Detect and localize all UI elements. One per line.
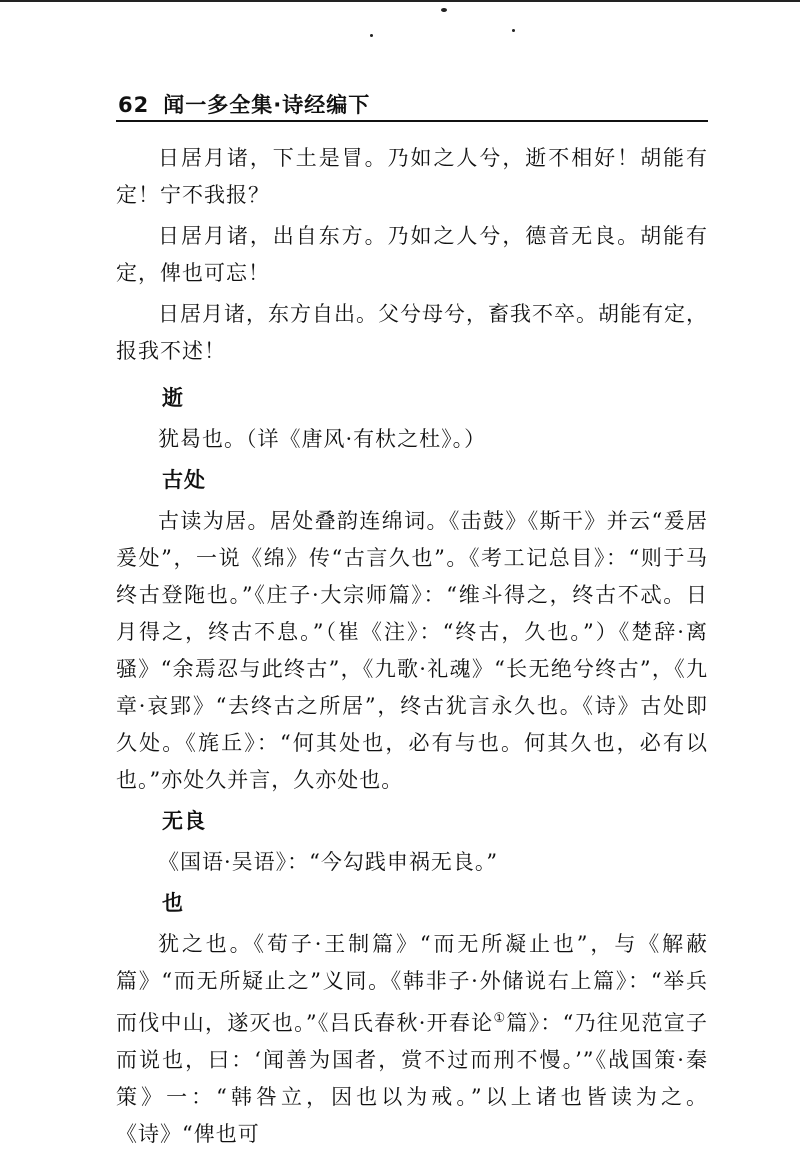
scan-speck <box>512 29 515 32</box>
page-body <box>116 140 708 1157</box>
poem-stanza: 日居月诸，出自东方。乃如之人兮，德音无良。胡能有定，俾也可忘！ <box>116 224 708 285</box>
poem-stanza: 日居月诸，下土是冒。乃如之人兮，逝不相好！胡能有定！宁不我报？ <box>116 146 708 207</box>
entry-term: 古处 <box>162 468 206 492</box>
entry-text: 古读为居。居处叠韵连绵词。《击鼓》《斯干》并云“爰居爰处”，一说《绵》传“古言久也”。《考工记总目》：“则于马终古登陁也。”《庄子·大宗师篇》：“维斗得之，终古不忒。日月得之，终古不息。”（崔《注》：“终古，久也。”）《楚辞·离骚》“余焉忍与此终古”，《九歌·礼魂》“长无绝兮终古”，《九章·哀郢》“去终古之所居”，终古犹言永久也。《诗》古处即久处。《旄丘》：“何其处也，必有与也。何其久也，必有以也。”亦处久并言，久亦处也。 <box>116 509 708 792</box>
footnote-marker[interactable]: ① <box>493 1011 507 1026</box>
header-rule <box>116 120 708 122</box>
entry-term: 无良 <box>162 809 206 833</box>
entry-text-part: 犹之也。《荀子·王制篇》“而无所凝止也”，与《解蔽篇》“而无所疑止之”义同。《韩非子·外储说右上篇》：“举兵而伐中山，遂灭也。”《吕氏春秋·开春论 <box>116 932 708 1035</box>
book-title: 闻一多全集·诗经编下 <box>163 93 371 117</box>
entry-term: 也 <box>162 891 184 915</box>
entry-text <box>116 926 708 1153</box>
entry-text: 犹曷也。（详《唐风·有杕之杜》。） <box>158 427 487 451</box>
poem-stanza: 日居月诸，东方自出。父兮母兮，畜我不卒。胡能有定，报我不述！ <box>116 302 708 363</box>
entry-text: 《国语·吴语》：“今勾践申祸无良。” <box>158 850 499 874</box>
page-number: 62 <box>118 93 150 117</box>
running-header <box>118 89 370 119</box>
scan-speck <box>441 8 447 12</box>
entry-term: 逝 <box>162 386 184 410</box>
scan-edge-line <box>0 0 800 2</box>
entry-text-part: 篇》：“乃往见范宣子而说也，曰：‘闻善为国者，赏不过而刑不慢。’”《战国策·秦策》一：“韩咎立，因也以为戒。”以上诸也皆读为之。《诗》“俾也可 <box>116 1011 708 1146</box>
scan-speck <box>370 34 373 37</box>
